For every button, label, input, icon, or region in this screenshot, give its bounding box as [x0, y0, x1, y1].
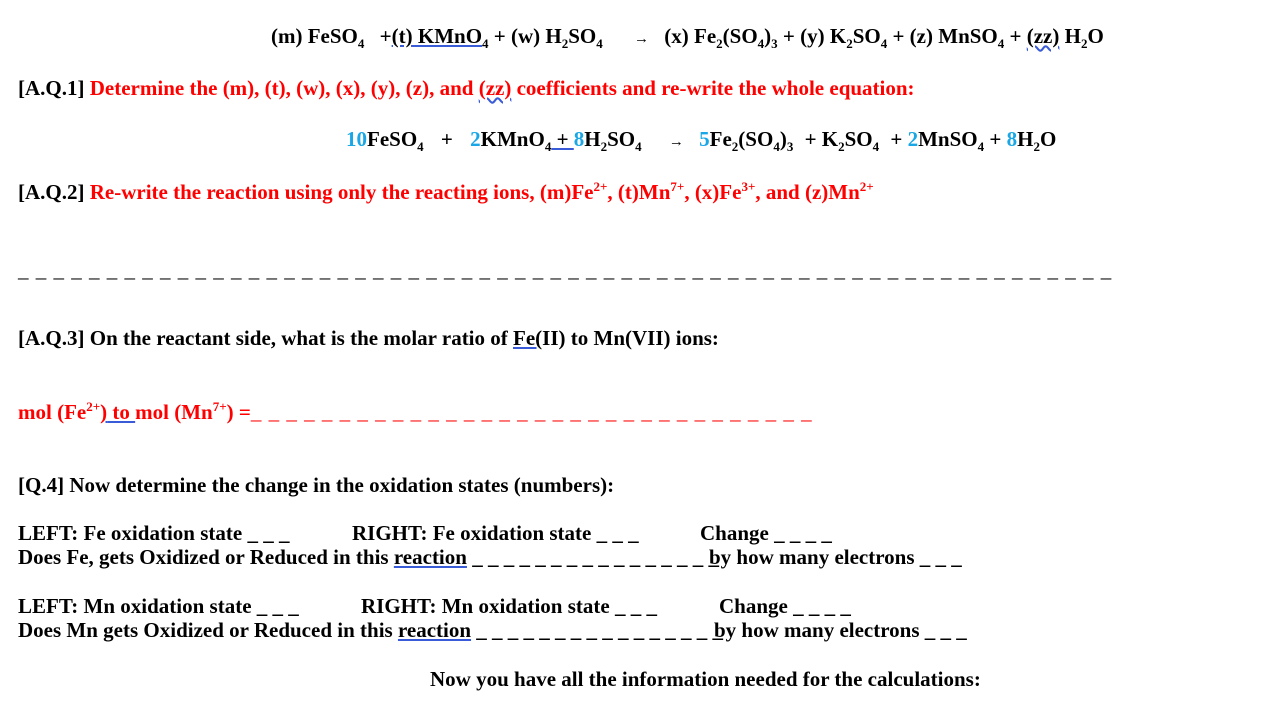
question-aq3: [A.Q.3] On the reactant side, what is the molar ratio of Fe(II) to Mn(VII) ions: [18, 326, 719, 350]
mn-oxidation-row: LEFT: Mn oxidation state _ _ _ [18, 594, 299, 618]
coefficient: 8 [1006, 127, 1018, 151]
mn-right-state: RIGHT: Mn oxidation state _ _ _ [361, 594, 657, 618]
fe-redox-blank[interactable]: _ _ _ _ _ _ _ _ _ _ _ _ _ _ _ _ [472, 545, 719, 569]
mn-change: Change _ _ _ _ [719, 594, 851, 618]
mn-electrons: by how many electrons _ _ _ [714, 618, 967, 642]
arrow-icon: → [668, 134, 684, 150]
coefficient: 10 [346, 127, 367, 151]
balanced-equation: 10FeSO$_4$ + 2KMnO$_4$ + $8H_2SO_4 \to 5Fe_2(SO_4)_3 + K_2SO_4$ + 2MnSO$_4$ + $8H_2O$ [346, 127, 1057, 155]
fe-redox-question: Does Fe, gets Oxidized or Reduced in this reaction _ _ _ _ _ _ _ _ _ _ _ _ _ _ _ _ [18, 545, 719, 569]
arrow-icon: → [634, 31, 649, 47]
fe-electrons-blank[interactable]: _ _ _ [919, 545, 962, 569]
fe-right-state: RIGHT: Fe oxidation state _ _ _ [352, 521, 639, 545]
question-tag: [A.Q.1] [18, 76, 85, 100]
question-aq1: [A.Q.1] Determine the (m), (t), (w), (x), (y), (z), and (zz) coefficients and re-write the whole equation: [18, 76, 915, 100]
answer-aq3: mol $(Fe^{2+})$ to mol $(Mn^{7+})$ =_ _ _ _ _ _ _ _ _ _ _ _ _ _ _ _ _ _ _ _ _ _ _ _ _ _ _ _ _ _ _ _ [18, 399, 813, 424]
mn-redox-question: Does Mn gets Oxidized or Reduced in this reaction _ _ _ _ _ _ _ _ _ _ _ _ _ _ _ _ [18, 618, 724, 642]
fe-change-blank[interactable]: _ _ _ _ [774, 521, 832, 545]
question-tag: [A.Q.3] [18, 326, 85, 350]
mn-right-blank[interactable]: _ _ _ [614, 594, 657, 618]
question-q4: [Q.4] Now determine the change in the oxidation states (numbers): [18, 473, 615, 497]
coefficient: 2 [907, 127, 919, 151]
fe-left-blank[interactable]: _ _ _ [247, 521, 290, 545]
coefficient: 5 [699, 127, 710, 151]
mn-left-blank[interactable]: _ _ _ [256, 594, 299, 618]
mn-redox-blank[interactable]: _ _ _ _ _ _ _ _ _ _ _ _ _ _ _ _ [476, 618, 724, 642]
coefficient: 2 [470, 127, 481, 151]
unbalanced-equation: (m) FeSO$_4$ +(t) KMnO$_4$ + (w) $H_2SO_4 \to (x) Fe_2(SO_4)_3 + (y) K_2SO_4 + (z)$ MnSO$_4$ + (zz) $H_2O$ [271, 24, 1104, 52]
footer-note: Now you have all the information needed for the calculations: [430, 667, 981, 691]
fe-right-blank[interactable]: _ _ _ [596, 521, 639, 545]
coefficient: 8 [573, 127, 585, 151]
question-aq2: [A.Q.2] Re-write the reaction using only the reacting ions, $(m)Fe^{2+}$, $(t)Mn^{7+}$, $(x)Fe^{3+}$, and $(z)Mn^{2+}$ [18, 179, 874, 204]
question-tag: [A.Q.2] [18, 180, 85, 204]
answer-blank-aq3[interactable]: _ _ _ _ _ _ _ _ _ _ _ _ _ _ _ _ _ _ _ _ _ _ _ _ _ _ _ _ _ _ _ _ [250, 400, 813, 424]
mn-electrons-blank[interactable]: _ _ _ [924, 618, 967, 642]
answer-blank-aq2[interactable]: _ _ _ _ _ _ _ _ _ _ _ _ _ _ _ _ _ _ _ _ _ _ _ _ _ _ _ _ _ _ _ _ _ _ _ _ _ _ _ _ _ _ _ _ _ _ _ _ _ _ _ _ _ _ _ _ _ _ _ _ _ _ [18, 258, 1113, 282]
fe-oxidation-row: LEFT: Fe oxidation state _ _ _ [18, 521, 290, 545]
fe-change: Change _ _ _ _ [700, 521, 832, 545]
mn-change-blank[interactable]: _ _ _ _ [793, 594, 851, 618]
fe-electrons: by how many electrons _ _ _ [709, 545, 962, 569]
